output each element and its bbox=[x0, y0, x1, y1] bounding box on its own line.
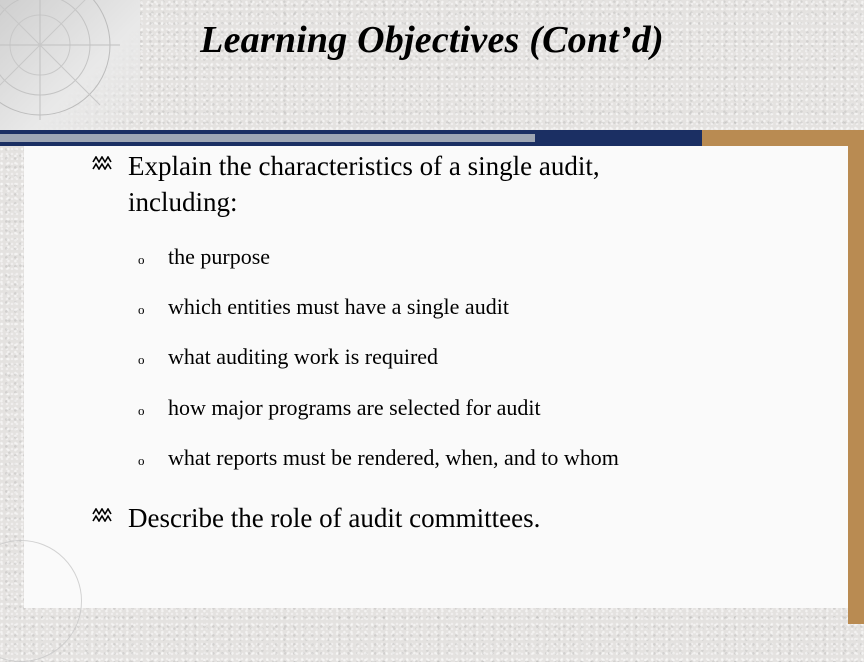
header-bar-grey bbox=[0, 134, 535, 142]
bullet-line: Explain the characteristics of a single audit, bbox=[128, 151, 600, 181]
sub-bullet-marker: o bbox=[138, 453, 145, 468]
bullet-item bbox=[92, 148, 600, 220]
sub-item-text: what auditing work is required bbox=[168, 344, 439, 369]
bullet-item bbox=[92, 500, 540, 536]
sub-list-item bbox=[138, 395, 541, 421]
bullet-text bbox=[128, 148, 600, 220]
header-bar-tan bbox=[702, 130, 864, 146]
side-bar-tan bbox=[848, 130, 864, 624]
aquarius-wave-icon bbox=[92, 156, 114, 170]
sub-list-item bbox=[138, 294, 509, 320]
sub-list-item bbox=[138, 344, 438, 370]
bullet-text bbox=[128, 500, 540, 536]
sub-bullet-marker: o bbox=[138, 302, 145, 317]
sub-list-item bbox=[138, 445, 619, 471]
slide-title: Learning Objectives (Cont’d) bbox=[200, 19, 664, 61]
bullet-line: Describe the role of audit committees. bbox=[128, 503, 541, 533]
bullet-line: including: bbox=[128, 187, 238, 217]
sub-bullet-marker: o bbox=[138, 403, 145, 418]
sub-bullet-marker: o bbox=[138, 352, 145, 367]
sub-item-text: what reports must be rendered, when, and to whom bbox=[168, 445, 619, 470]
sub-bullet-marker: o bbox=[138, 252, 145, 267]
sub-item-text: the purpose bbox=[168, 244, 271, 269]
sub-list-item bbox=[138, 244, 270, 270]
sub-item-text: which entities must have a single audit bbox=[168, 294, 509, 319]
sub-item-text: how major programs are selected for audit bbox=[168, 395, 541, 420]
aquarius-wave-icon bbox=[92, 508, 114, 522]
